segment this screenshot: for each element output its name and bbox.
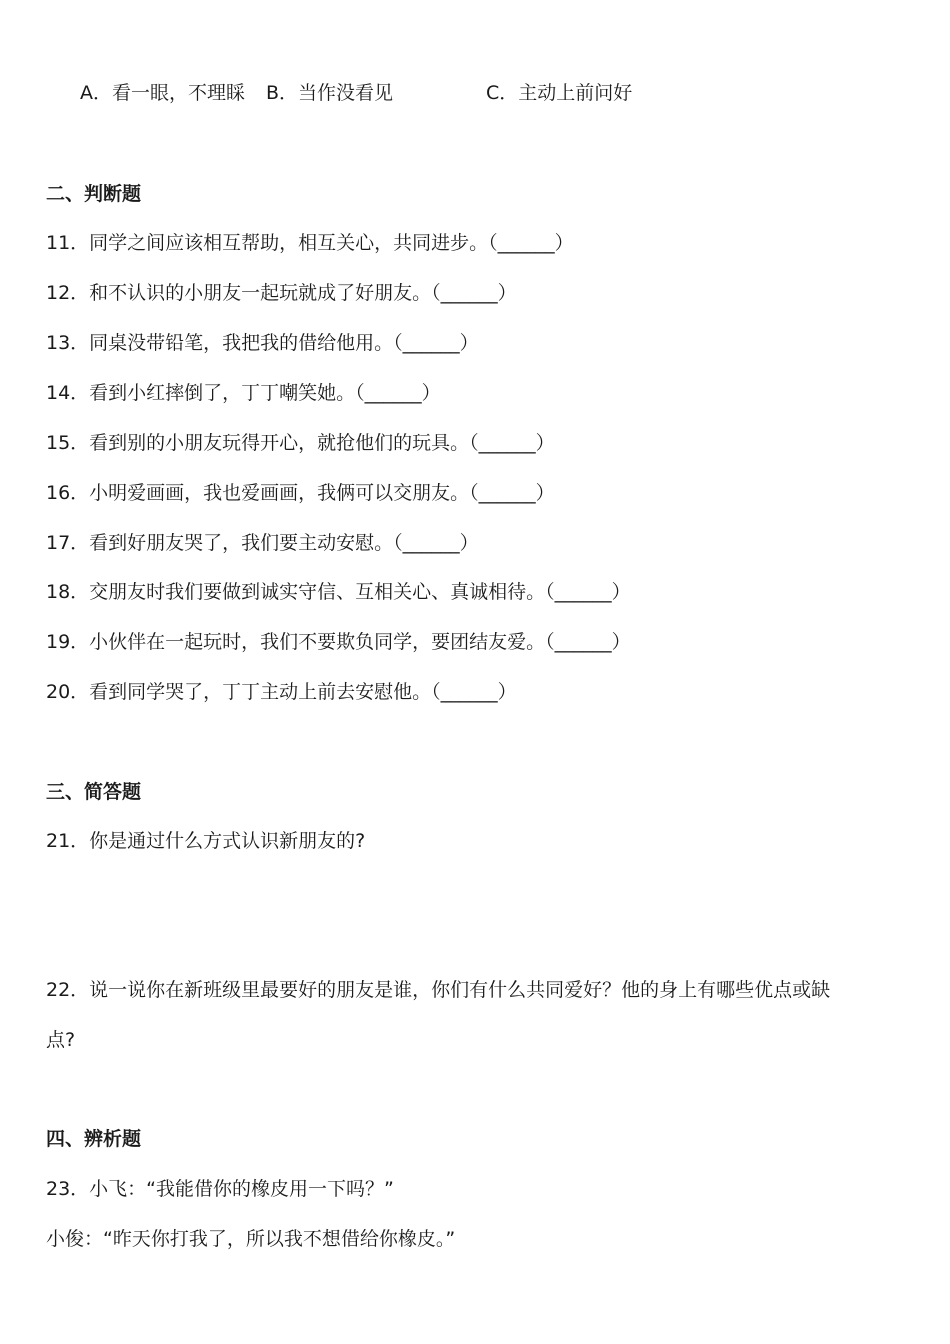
question-19: 19．小伙伴在一起玩时，我们不要欺负同学，要团结友爱。（______）	[46, 631, 631, 653]
question-18: 18．交朋友时我们要做到诚实守信、互相关心、真诚相待。（______）	[46, 581, 631, 603]
question-11: 11．同学之间应该相互帮助，相互关心，共同进步。（______）	[46, 232, 574, 254]
section-title-analysis: 四、辨析题	[46, 1128, 142, 1150]
question-15: 15．看到别的小朋友玩得开心，就抢他们的玩具。（______）	[46, 432, 555, 454]
option-a: A．看一眼，不理睬	[80, 82, 245, 104]
question-16: 16．小明爱画画，我也爱画画，我俩可以交朋友。（______）	[46, 482, 555, 504]
option-b: B．当作没看见	[266, 82, 394, 104]
option-c: C．主动上前问好	[486, 82, 633, 104]
question-12: 12．和不认识的小朋友一起玩就成了好朋友。（______）	[46, 282, 517, 304]
question-22-line-2: 点?	[46, 1029, 76, 1051]
question-22-line-1: 22．说一说你在新班级里最要好的朋友是谁，你们有什么共同爱好？他的身上有哪些优点或缺	[46, 979, 831, 1001]
question-17: 17．看到好朋友哭了，我们要主动安慰。（______）	[46, 532, 479, 554]
question-23-line-2: 小俊：“昨天你打我了，所以我不想借给你橡皮。”	[46, 1228, 456, 1250]
question-23-line-1: 23．小飞：“我能借你的橡皮用一下吗？”	[46, 1178, 394, 1200]
question-14: 14．看到小红摔倒了，丁丁嘲笑她。（______）	[46, 382, 441, 404]
question-13: 13．同桌没带铅笔，我把我的借给他用。（______）	[46, 332, 479, 354]
question-21: 21．你是通过什么方式认识新朋友的?	[46, 830, 366, 852]
section-title-judgement: 二、判断题	[46, 183, 142, 205]
question-20: 20．看到同学哭了，丁丁主动上前去安慰他。（______）	[46, 681, 517, 703]
section-title-short-answer: 三、简答题	[46, 781, 142, 803]
